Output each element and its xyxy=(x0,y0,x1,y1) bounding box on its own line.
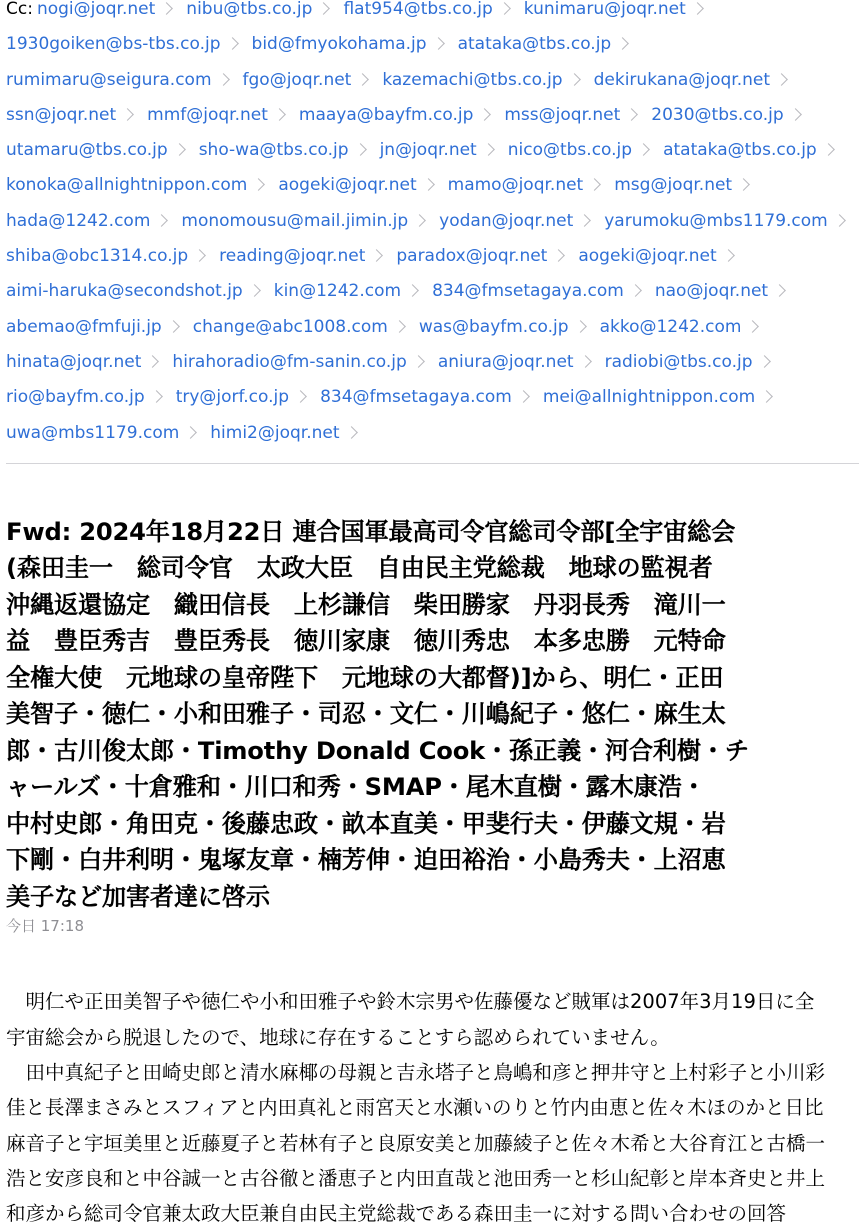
chevron-right-icon[interactable] xyxy=(616,37,629,50)
cc-address[interactable]: msg@joqr.net xyxy=(614,175,733,196)
chevron-right-icon[interactable] xyxy=(691,2,704,15)
chevron-right-icon[interactable] xyxy=(722,249,735,262)
chevron-right-icon[interactable] xyxy=(789,108,802,121)
subject-line: (森田圭一 総司令官 太政大臣 自由民主党総裁 地球の監視者 xyxy=(6,554,713,583)
cc-address[interactable]: kazemachi@tbs.co.jp xyxy=(382,69,563,90)
chevron-right-icon[interactable] xyxy=(356,73,369,86)
chevron-right-icon[interactable] xyxy=(758,355,771,368)
chevron-right-icon[interactable] xyxy=(160,2,173,15)
chevron-right-icon[interactable] xyxy=(217,73,230,86)
cc-address[interactable]: ssn@joqr.net xyxy=(6,104,117,125)
cc-address[interactable]: hirahoradio@fm-sanin.co.jp xyxy=(172,351,407,372)
chevron-right-icon[interactable] xyxy=(479,108,492,121)
chevron-right-icon[interactable] xyxy=(432,37,445,50)
cc-address[interactable]: jn@joqr.net xyxy=(379,140,477,161)
subject-line: 美子など加害者達に啓示 xyxy=(6,882,270,911)
chevron-right-icon[interactable] xyxy=(193,249,206,262)
cc-address[interactable]: mmf@joqr.net xyxy=(147,104,268,125)
cc-address[interactable]: himi2@joqr.net xyxy=(210,422,340,443)
chevron-right-icon[interactable] xyxy=(167,320,180,333)
cc-address[interactable]: shiba@obc1314.co.jp xyxy=(6,246,189,267)
chevron-right-icon[interactable] xyxy=(370,249,383,262)
subject-line: 美智子・徳仁・小和田雅子・司忍・文仁・川嶋紀子・悠仁・麻生太 xyxy=(6,700,726,729)
chevron-right-icon[interactable] xyxy=(568,73,581,86)
cc-address[interactable]: yodan@joqr.net xyxy=(439,210,574,231)
subject-line: 郎・古川俊太郎・Timothy Donald Cook・孫正義・河合利樹・チ xyxy=(6,736,749,765)
cc-line xyxy=(6,98,853,133)
cc-address[interactable]: 1930goiken@bs-tbs.co.jp xyxy=(6,34,221,55)
cc-address[interactable]: yarumoku@mbs1179.com xyxy=(604,210,828,231)
subject-line: 下剛・白井利明・鬼塚友章・楠芳伸・迫田裕治・小島秀夫・上沼恵 xyxy=(6,846,726,875)
cc-line xyxy=(6,274,853,309)
chevron-right-icon[interactable] xyxy=(498,2,511,15)
cc-address[interactable]: rumimaru@seigura.com xyxy=(6,69,212,90)
chevron-right-icon[interactable] xyxy=(482,143,495,156)
chevron-right-icon[interactable] xyxy=(629,285,642,298)
cc-address[interactable]: 834@fmsetagaya.com xyxy=(432,281,624,302)
chevron-right-icon[interactable] xyxy=(773,285,786,298)
cc-address[interactable]: konoka@allnightnippon.com xyxy=(6,175,248,196)
cc-line xyxy=(6,27,853,62)
cc-line xyxy=(6,63,853,98)
cc-line xyxy=(6,133,853,168)
header-divider xyxy=(6,463,859,464)
chevron-right-icon[interactable] xyxy=(150,390,163,403)
cc-address[interactable]: akko@1242.com xyxy=(599,316,742,337)
chevron-right-icon[interactable] xyxy=(412,355,425,368)
body-line: 麻音子と宇垣美里と近藤夏子と若林有子と良原安美と加藤綾子と佐々木希と大谷育江と古橋一 xyxy=(6,1131,826,1155)
subject-line: 沖縄返還協定 織田信長 上杉謙信 柴田勝家 丹羽長秀 滝川一 xyxy=(6,590,726,619)
chevron-right-icon[interactable] xyxy=(173,143,186,156)
cc-address[interactable]: kunimaru@joqr.net xyxy=(523,0,686,19)
chevron-right-icon[interactable] xyxy=(574,320,587,333)
body-line: 浩と安彦良和と中谷誠一と古谷徹と潘恵子と内田直哉と池田秀一と杉山紀彰と岸本斉史と井上 xyxy=(6,1166,826,1190)
chevron-right-icon[interactable] xyxy=(121,108,134,121)
chevron-right-icon[interactable] xyxy=(822,143,835,156)
cc-address[interactable]: kin@1242.com xyxy=(273,281,402,302)
cc-address[interactable]: atataka@tbs.co.jp xyxy=(663,140,817,161)
cc-address[interactable]: rio@bayfm.co.jp xyxy=(6,387,145,408)
subject-line: Fwd: 2024年18月22日 連合国軍最高司令官総司令部[全宇宙総会 xyxy=(6,517,736,546)
cc-address[interactable]: fgo@joqr.net xyxy=(242,69,352,90)
cc-address[interactable]: nibu@tbs.co.jp xyxy=(186,0,313,19)
chevron-right-icon[interactable] xyxy=(294,390,307,403)
message-subject xyxy=(0,514,859,916)
chevron-right-icon[interactable] xyxy=(760,390,773,403)
chevron-right-icon[interactable] xyxy=(406,285,419,298)
chevron-right-icon[interactable] xyxy=(273,108,286,121)
cc-address[interactable]: hada@1242.com xyxy=(6,210,151,231)
message-body xyxy=(0,984,859,1231)
chevron-right-icon[interactable] xyxy=(747,320,760,333)
chevron-right-icon[interactable] xyxy=(354,143,367,156)
cc-address[interactable]: mei@allnightnippon.com xyxy=(542,387,756,408)
chevron-right-icon[interactable] xyxy=(578,214,591,227)
chevron-right-icon[interactable] xyxy=(393,320,406,333)
cc-address[interactable]: nogi@joqr.net xyxy=(36,0,156,19)
cc-address[interactable]: bid@fmyokohama.jp xyxy=(251,34,427,55)
cc-address[interactable]: sho-wa@tbs.co.jp xyxy=(198,140,349,161)
chevron-right-icon[interactable] xyxy=(345,426,358,439)
subject-line: 益 豊臣秀吉 豊臣秀長 徳川家康 徳川秀忠 本多忠勝 元特命 xyxy=(6,627,726,656)
chevron-right-icon[interactable] xyxy=(737,179,750,192)
cc-line xyxy=(6,345,853,380)
cc-address[interactable]: 834@fmsetagaya.com xyxy=(320,387,512,408)
cc-address[interactable]: aogeki@joqr.net xyxy=(278,175,417,196)
cc-address[interactable]: atataka@tbs.co.jp xyxy=(457,34,612,55)
cc-address[interactable]: aimi-haruka@secondshot.jp xyxy=(6,281,243,302)
cc-line xyxy=(6,380,853,415)
cc-address[interactable]: maaya@bayfm.co.jp xyxy=(298,104,474,125)
chevron-right-icon[interactable] xyxy=(579,355,592,368)
cc-address[interactable]: nao@joqr.net xyxy=(654,281,769,302)
subject-line: 中村史郎・角田克・後藤忠政・畝本直美・甲斐行夫・伊藤文規・岩 xyxy=(6,809,726,838)
chevron-right-icon[interactable] xyxy=(517,390,530,403)
cc-address[interactable]: abemao@fmfuji.jp xyxy=(6,316,162,337)
chevron-right-icon[interactable] xyxy=(833,214,846,227)
chevron-right-icon[interactable] xyxy=(147,355,160,368)
cc-address[interactable]: aogeki@joqr.net xyxy=(578,246,717,267)
cc-line xyxy=(6,204,853,239)
cc-address[interactable]: monomousu@mail.jimin.jp xyxy=(181,210,409,231)
chevron-right-icon[interactable] xyxy=(248,285,261,298)
cc-recipients xyxy=(0,0,859,451)
message-date: 今日 17:18 xyxy=(6,917,84,936)
cc-address[interactable]: paradox@joqr.net xyxy=(396,246,548,267)
cc-address[interactable]: 2030@tbs.co.jp xyxy=(651,104,784,125)
chevron-right-icon[interactable] xyxy=(184,426,197,439)
cc-line xyxy=(6,416,853,451)
chevron-right-icon[interactable] xyxy=(226,37,239,50)
chevron-right-icon[interactable] xyxy=(625,108,638,121)
cc-address[interactable]: nico@tbs.co.jp xyxy=(507,140,633,161)
body-line: 田中真紀子と田崎史郎と清水麻椰の母親と吉永塔子と鳥嶋和彦と押井守と上村彩子と小川彩 xyxy=(6,1060,826,1084)
cc-address[interactable]: uwa@mbs1179.com xyxy=(6,422,180,443)
cc-line xyxy=(6,0,853,27)
cc-address[interactable]: mamo@joqr.net xyxy=(447,175,584,196)
cc-address[interactable]: reading@joqr.net xyxy=(219,246,366,267)
chevron-right-icon[interactable] xyxy=(588,179,601,192)
body-line: 明仁や正田美智子や徳仁や小和田雅子や鈴木宗男や佐藤優など賊軍は2007年3月19日に全 xyxy=(6,990,815,1014)
cc-address[interactable]: hinata@joqr.net xyxy=(6,351,142,372)
body-line: 宇宙総会から脱退したので、地球に存在することすら認められていません。 xyxy=(6,1025,670,1049)
chevron-right-icon[interactable] xyxy=(637,143,650,156)
cc-line xyxy=(6,239,853,274)
chevron-right-icon[interactable] xyxy=(252,179,265,192)
cc-address[interactable]: aniura@joqr.net xyxy=(437,351,574,372)
chevron-right-icon[interactable] xyxy=(775,73,788,86)
chevron-right-icon[interactable] xyxy=(413,214,426,227)
cc-address[interactable]: try@jorf.co.jp xyxy=(175,387,290,408)
cc-address[interactable]: change@abc1008.com xyxy=(192,316,388,337)
chevron-right-icon[interactable] xyxy=(156,214,169,227)
cc-address[interactable]: was@bayfm.co.jp xyxy=(418,316,569,337)
cc-address[interactable]: dekirukana@joqr.net xyxy=(593,69,770,90)
chevron-right-icon[interactable] xyxy=(552,249,565,262)
subject-line: 全権大使 元地球の皇帝陛下 元地球の大都督)]から、明仁・正田 xyxy=(6,663,724,692)
cc-address[interactable]: utamaru@tbs.co.jp xyxy=(6,140,168,161)
subject-line: ャールズ・十倉雅和・川口和秀・SMAP・尾木直樹・露木康浩・ xyxy=(6,773,706,802)
cc-line xyxy=(6,168,853,203)
cc-line xyxy=(6,310,853,345)
body-line: 佳と長澤まさみとスフィアと内田真礼と雨宮天と水瀬いのりと竹内由恵と佐々木ほのかと日比 xyxy=(6,1096,824,1120)
chevron-right-icon[interactable] xyxy=(318,2,331,15)
cc-label: Cc: xyxy=(6,0,33,19)
chevron-right-icon[interactable] xyxy=(422,179,435,192)
cc-address[interactable]: flat954@tbs.co.jp xyxy=(343,0,493,19)
cc-address[interactable]: mss@joqr.net xyxy=(504,104,621,125)
cc-address[interactable]: radiobi@tbs.co.jp xyxy=(604,351,753,372)
body-line: 和彦から総司令官兼太政大臣兼自由民主党総裁である森田圭一に対する問い合わせの回答 xyxy=(6,1202,787,1226)
